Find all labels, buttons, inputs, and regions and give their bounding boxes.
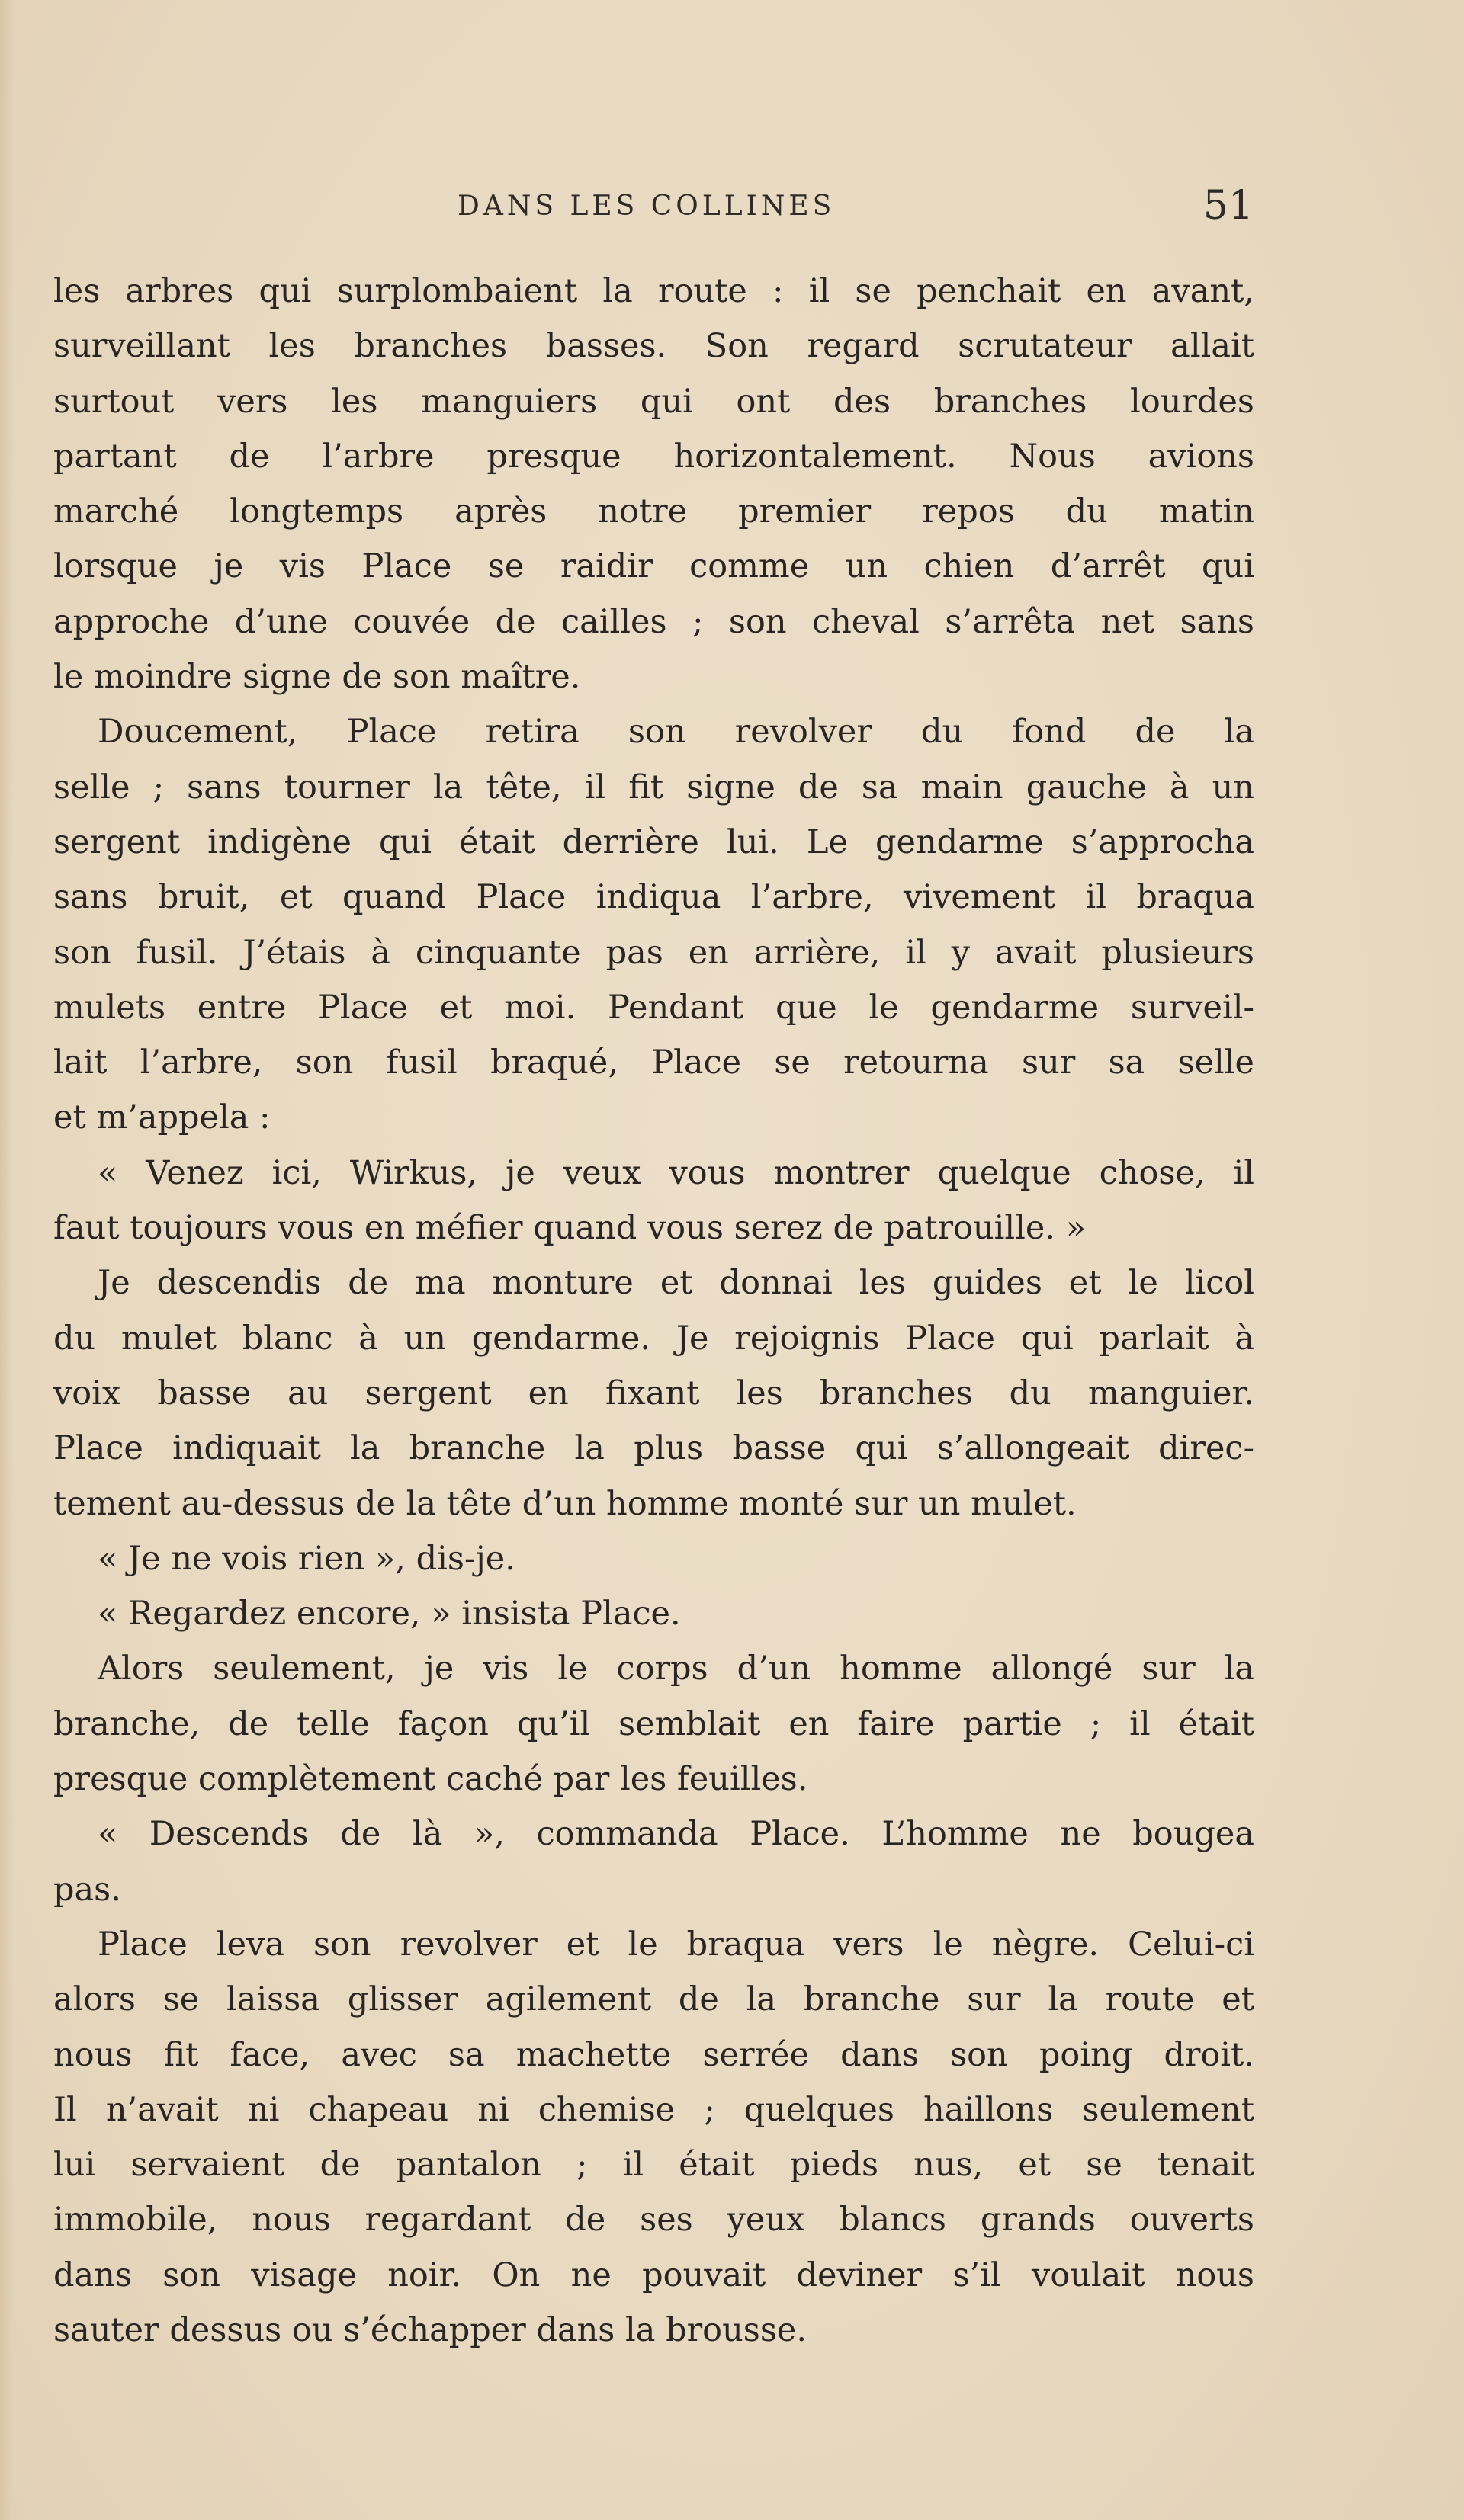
running-header <box>0 183 1464 236</box>
text-line: pas. <box>53 1870 121 1909</box>
text-line: lorsque je vis Place se raidir comme un chien d’arrêt qui <box>53 547 1254 586</box>
text-line: les arbres qui surplombaient la route : il se penchait en avant, <box>53 272 1254 310</box>
text-line: presque complètement caché par les feuilles. <box>53 1760 808 1799</box>
text-line: immobile, nous regardant de ses yeux blancs grands ouverts <box>53 2201 1254 2239</box>
text-line: « Je ne vois rien », dis-je. <box>98 1539 515 1578</box>
text-line: Place indiquait la branche la plus basse qui s’allongeait direc- <box>53 1429 1254 1468</box>
text-line: lait l’arbre, son fusil braqué, Place se retourna sur sa selle <box>53 1044 1254 1082</box>
text-line: partant de l’arbre presque horizontalement. Nous avions <box>53 437 1254 476</box>
text-line: « Descends de là », commanda Place. L’homme ne bougea <box>98 1815 1254 1854</box>
text-line: Je descendis de ma monture et donnai les guides et le licol <box>98 1264 1254 1303</box>
text-line: Alors seulement, je vis le corps d’un homme allongé sur la <box>98 1650 1254 1688</box>
text-line: alors se laissa glisser agilement de la branche sur la route et <box>53 1980 1254 2019</box>
text-line: et m’appela : <box>53 1098 271 1137</box>
text-line: selle ; sans tourner la tête, il fit signe de sa main gauche à un <box>53 768 1254 806</box>
body-text <box>53 264 1254 2358</box>
text-line: le moindre signe de son maître. <box>53 658 581 697</box>
page-number: 51 <box>1202 183 1254 229</box>
text-line: approche d’une couvée de cailles ; son cheval s’arrêta net sans <box>53 602 1254 641</box>
text-line: « Regardez encore, » insista Place. <box>98 1595 681 1634</box>
text-line: tement au-dessus de la tête d’un homme monté sur un mulet. <box>53 1484 1077 1523</box>
running-header-title: DANS LES COLLINES <box>458 191 836 222</box>
text-line: surveillant les branches basses. Son regard scrutateur allait <box>53 327 1254 366</box>
text-line: Place leva son revolver et le braqua vers le nègre. Celui-ci <box>98 1925 1254 1964</box>
text-line: « Venez ici, Wirkus, je veux vous montrer quelque chose, il <box>98 1153 1254 1192</box>
text-line: sergent indigène qui était derrière lui. Le gendarme s’approcha <box>53 822 1254 861</box>
text-line: dans son visage noir. On ne pouvait deviner s’il voulait nous <box>53 2255 1254 2294</box>
text-line: surtout vers les manguiers qui ont des branches lourdes <box>53 382 1254 421</box>
text-line: voix basse au sergent en fixant les branches du manguier. <box>53 1374 1254 1412</box>
text-line: mulets entre Place et moi. Pendant que le gendarme surveil- <box>53 988 1254 1027</box>
text-line: nous fit face, avec sa machette serrée dans son poing droit. <box>53 2035 1254 2074</box>
text-line: marché longtemps après notre premier repos du matin <box>53 492 1254 531</box>
text-line: lui servaient de pantalon ; il était pieds nus, et se tenait <box>53 2146 1254 2185</box>
text-line: branche, de telle façon qu’il semblait en faire partie ; il était <box>53 1704 1254 1743</box>
text-line: faut toujours vous en méfier quand vous serez de patrouille. » <box>53 1209 1087 1248</box>
text-line: sauter dessus ou s’échapper dans la brousse. <box>53 2310 807 2349</box>
text-line: Il n’avait ni chapeau ni chemise ; quelques haillons seulement <box>53 2090 1254 2129</box>
page-edge-shadow <box>0 0 14 2520</box>
text-line: du mulet blanc à un gendarme. Je rejoignis Place qui parlait à <box>53 1319 1254 1358</box>
text-line: son fusil. J’étais à cinquante pas en arrière, il y avait plusieurs <box>53 933 1254 972</box>
text-line: sans bruit, et quand Place indiqua l’arbre, vivement il braqua <box>53 878 1254 917</box>
text-line: Doucement, Place retira son revolver du fond de la <box>98 713 1254 752</box>
